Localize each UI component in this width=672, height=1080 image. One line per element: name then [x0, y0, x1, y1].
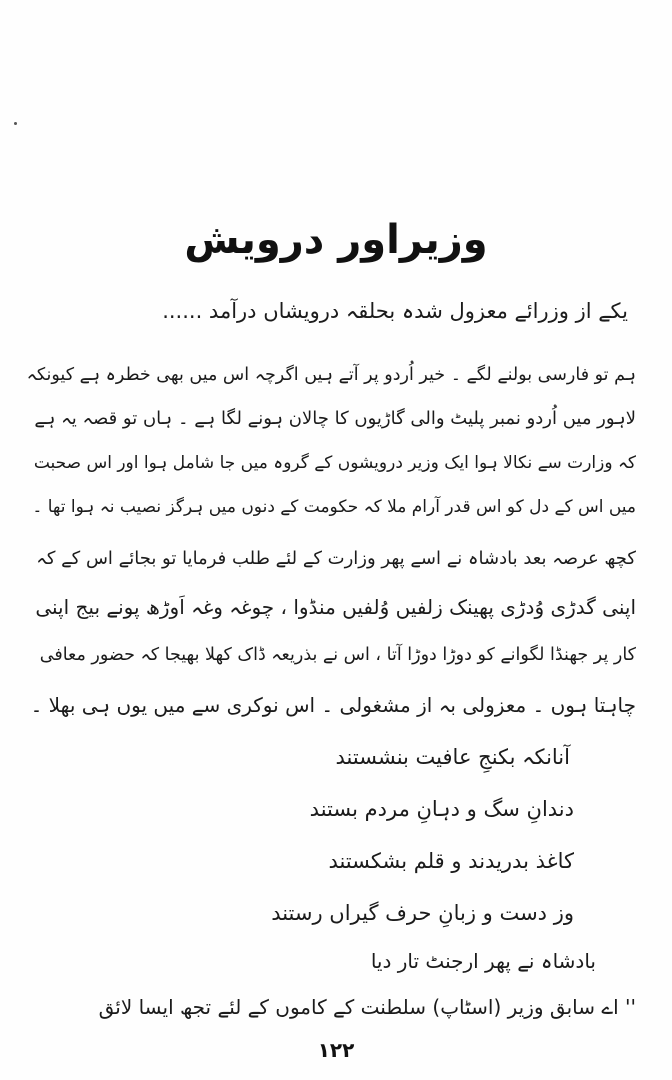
paragraph-line: کچھ عرصہ بعد بادشاہ نے اسے پھر وزارت کے لئے طلب فرمایا تو بجائے اس کے کہ: [36, 548, 636, 569]
paragraph-line: یکے از وزرائے معزول شدہ بحلقہ درویشاں درآمد ......: [162, 299, 628, 323]
chapter-title: وزیراور درویش: [184, 217, 488, 263]
paragraph-line: اپنی گدڑی وُدڑی پھینک زلفیں وُلفیں منڈوا ، چوغہ وغہ اَوڑھ پونے بیج اپنی: [35, 595, 636, 619]
verse-line: وز دست و زبانِ حرف گیراں رستند: [271, 901, 574, 925]
paragraph-line: '' اے سابق وزیر (اسٹاپ) سلطنت کے کاموں کے لئے تجھ ایسا لائق: [98, 995, 636, 1019]
scan-speck: [14, 122, 17, 125]
paragraph-line: ہم تو فارسی بولنے لگے ۔ خیر اُردو پر آتے ہیں اگرچہ اس میں بھی خطرہ ہے کیونکہ: [26, 365, 636, 385]
paragraph-line: کار پر جھنڈا لگوانے کو دوڑا دوڑا آتا ، اس نے بذریعہ ڈاک کھلا بھیجا کہ حضور معافی: [39, 645, 636, 665]
paragraph-line: لاہور میں اُردو نمبر پلیٹ والی گاڑیوں کا چالان ہونے لگا ہے ۔ ہاں تو قصہ یہ ہے: [34, 408, 636, 429]
paragraph-line: بادشاہ نے پھر ارجنٹ تار دیا: [370, 949, 596, 973]
paragraph-line: چاہتا ہوں ۔ معزولی بہ از مشغولی ۔ اس نوکری سے میں یوں ہی بھلا ۔: [30, 693, 636, 717]
verse-line: کاغذ بدریدند و قلم بشکستند: [328, 849, 574, 873]
paragraph-line: کہ وزارت سے نکالا ہوا ایک وزیر درویشوں کے گروہ میں جا شامل ہوا اور اس صحبت: [33, 453, 636, 473]
verse-line: دندانِ سگ و دہانِ مردم بستند: [309, 797, 574, 821]
paragraph-line: میں اس کے دل کو اس قدر آرام ملا کہ حکومت کے دنوں میں ہرگز نصیب نہ ہوا تھا ۔: [32, 497, 636, 517]
page-number: ۱۲۲: [317, 1038, 355, 1062]
verse-line: آنانکہ بکنجِ عافیت بنشستند: [335, 745, 570, 769]
